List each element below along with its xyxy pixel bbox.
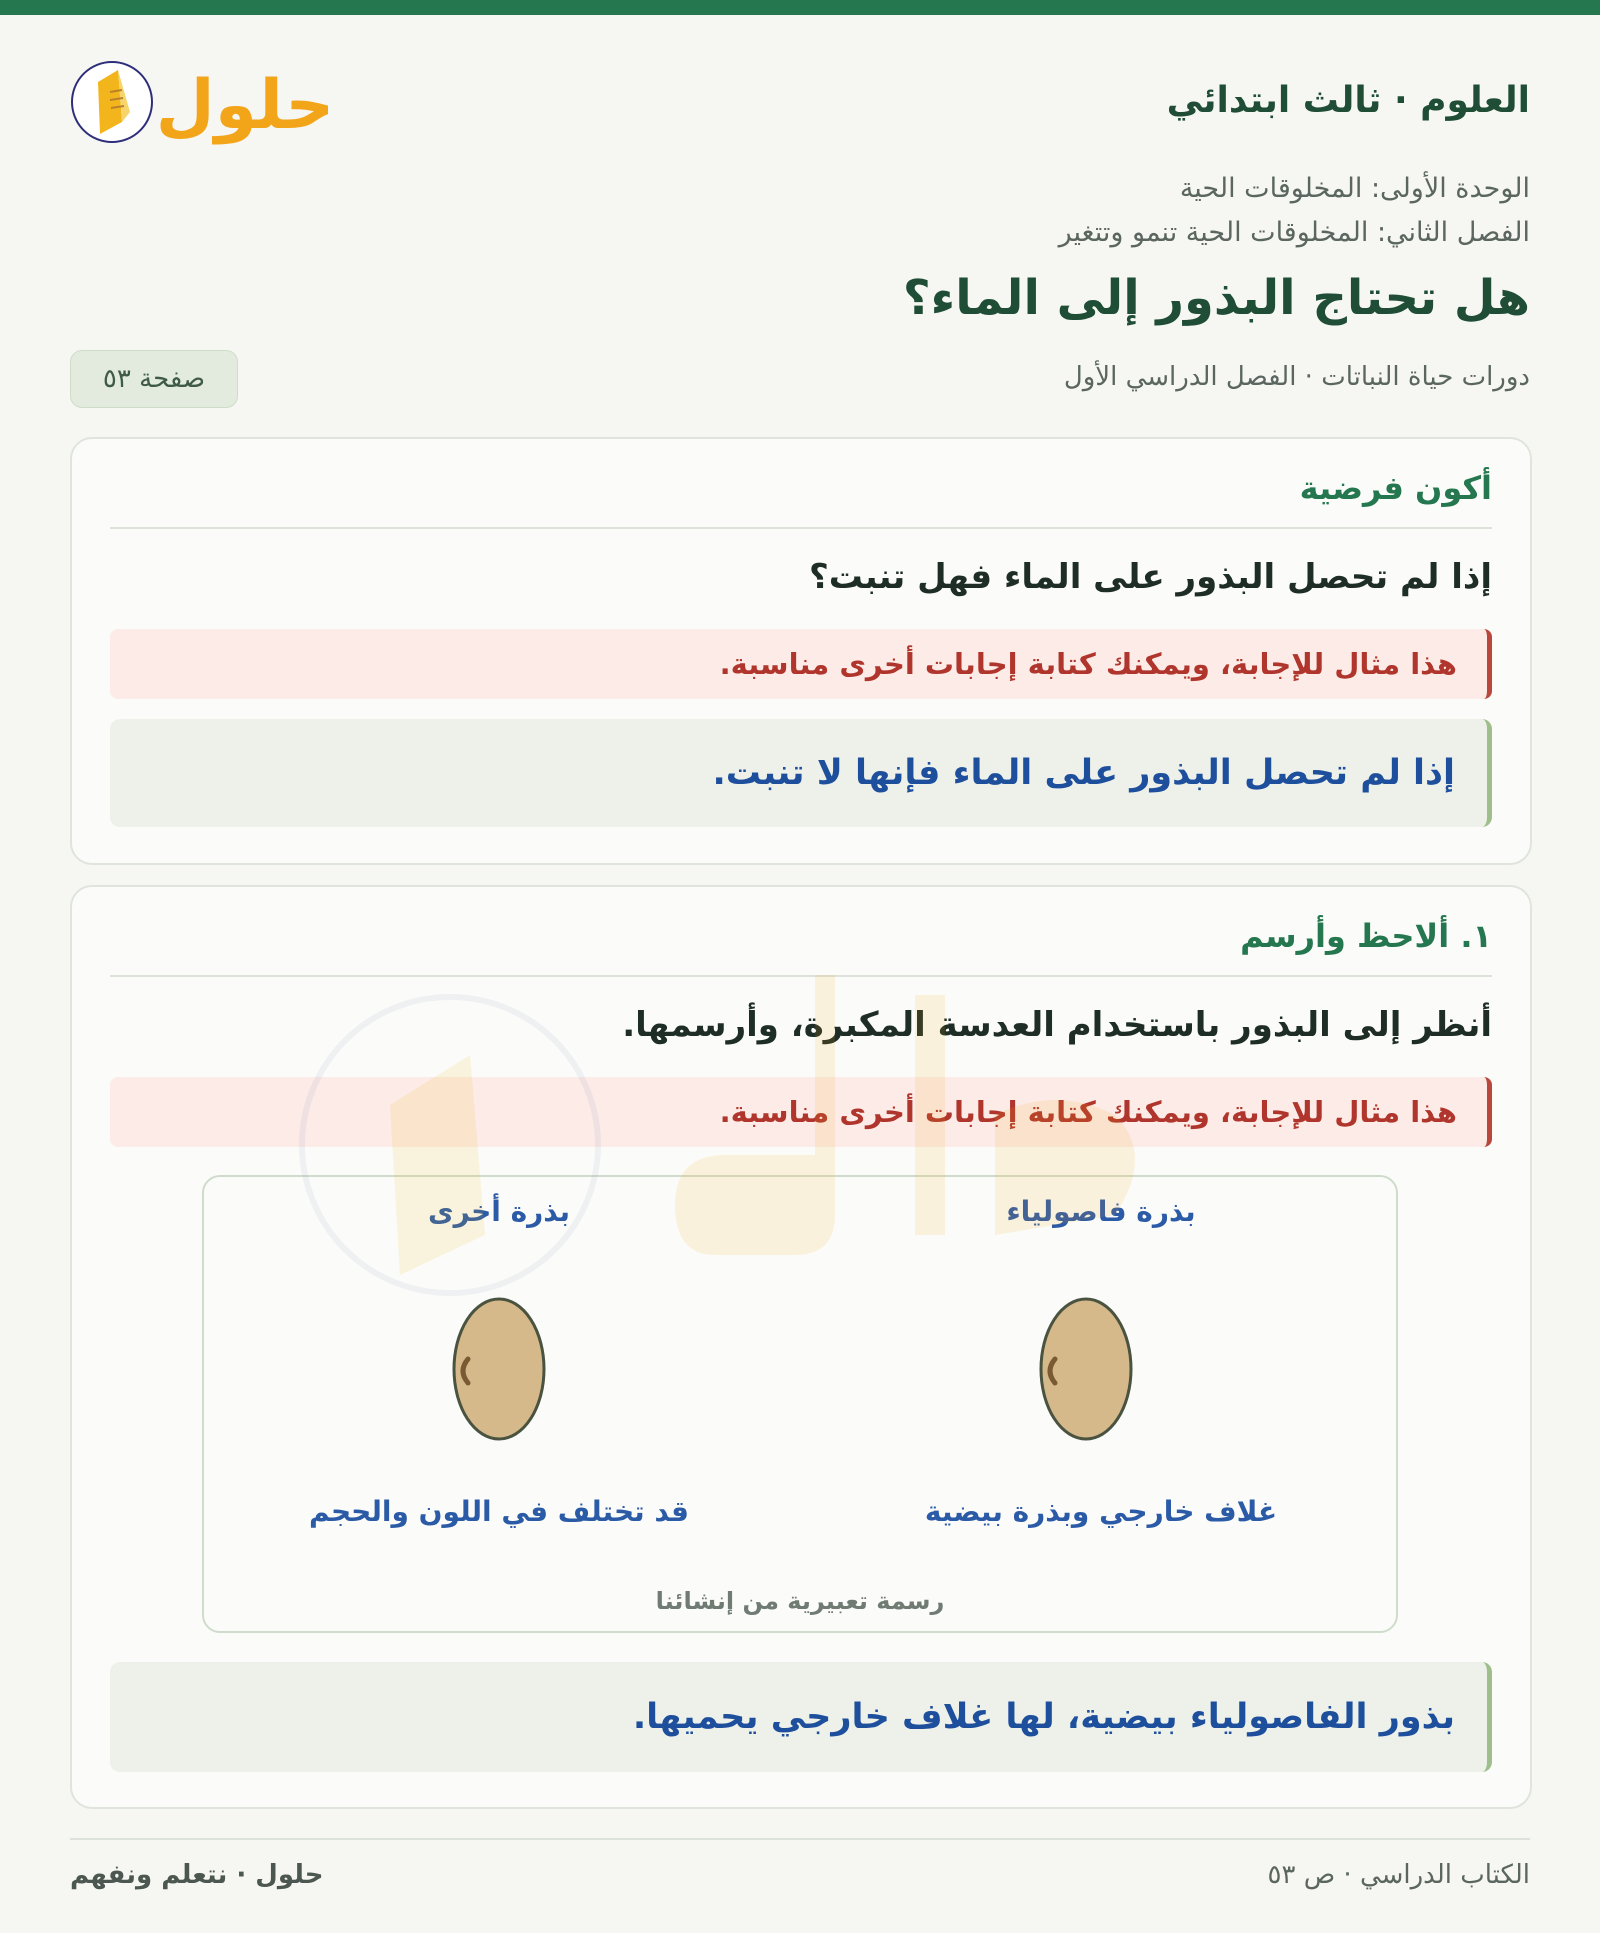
observe-answer: بذور الفاصولياء بيضية، لها غلاف خارجي يحميها.	[110, 1662, 1492, 1772]
observe-question: أنظر إلى البذور باستخدام العدسة المكبرة، وأرسمها.	[622, 1005, 1492, 1045]
lesson-meta: دورات حياة النباتات · الفصل الدراسي الأول	[1063, 362, 1530, 392]
top-accent-bar	[0, 0, 1600, 15]
seed1-label: بذرة فاصولياء	[1006, 1195, 1196, 1228]
observe-title: ١. ألاحظ وأرسم	[1240, 917, 1492, 955]
seed2-caption: قد تختلف في اللون والحجم	[309, 1495, 689, 1528]
logo-wordmark: حلول	[155, 66, 335, 145]
hypothesis-question: إذا لم تحصل البذور على الماء فهل تنبت؟	[809, 557, 1492, 597]
subject-title: العلوم · ثالث ابتدائي	[1166, 80, 1530, 121]
seed1-caption: غلاف خارجي وبذرة بيضية	[924, 1495, 1278, 1528]
observe-card	[70, 885, 1532, 1809]
seed2-label: بذرة أخرى	[428, 1195, 570, 1228]
footer-divider	[70, 1838, 1530, 1840]
bean-seed-icon	[1031, 1289, 1141, 1449]
hulul-logo[interactable]	[70, 52, 340, 152]
example-note: هذا مثال للإجابة، ويمكنك كتابة إجابات أخرى مناسبة.	[110, 629, 1492, 699]
chapter-line: الفصل الثاني: المخلوقات الحية تنمو وتتغير	[1058, 217, 1530, 248]
seed-drawing-box	[202, 1175, 1398, 1633]
divider	[110, 527, 1492, 529]
hypothesis-title: أكون فرضية	[1299, 469, 1492, 507]
hypothesis-card	[70, 437, 1532, 865]
divider	[110, 975, 1492, 977]
hypothesis-answer: إذا لم تحصل البذور على الماء فإنها لا تنبت.	[110, 719, 1492, 827]
lesson-title: هل تحتاج البذور إلى الماء؟	[902, 270, 1530, 326]
page-header	[70, 52, 1530, 152]
footer-page-ref: الكتاب الدراسي · ص ٥٣	[1267, 1860, 1530, 1890]
drawing-note: رسمة تعبيرية من إنشائنا	[655, 1587, 945, 1615]
page-badge: صفحة ٥٣	[70, 350, 238, 408]
unit-line: الوحدة الأولى: المخلوقات الحية	[1179, 173, 1530, 204]
footer-brand: حلول · نتعلم ونفهم	[70, 1860, 324, 1890]
other-seed-icon	[444, 1289, 554, 1449]
example-note: هذا مثال للإجابة، ويمكنك كتابة إجابات أخرى مناسبة.	[110, 1077, 1492, 1147]
